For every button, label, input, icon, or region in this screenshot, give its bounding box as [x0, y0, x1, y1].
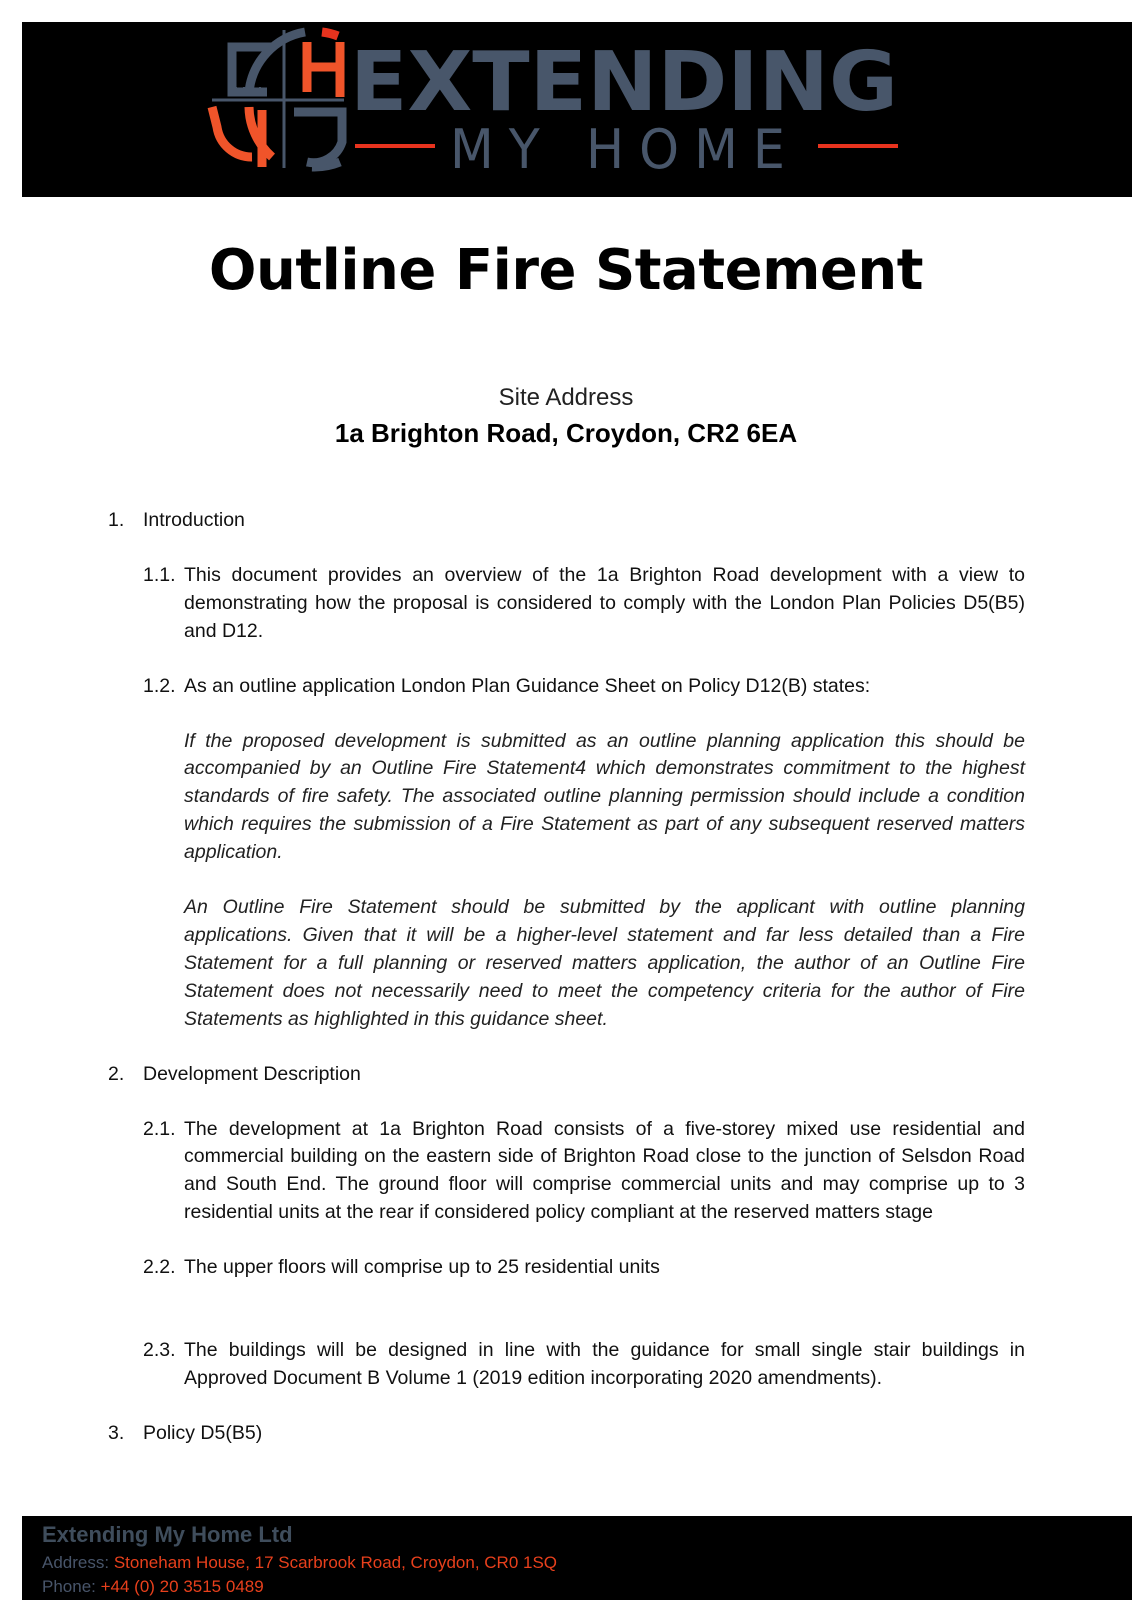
document-body [108, 507, 1025, 1475]
paragraph-number: 1.2. [143, 674, 176, 697]
footer-address [42, 1553, 557, 1573]
paragraph-text: The development at 1a Brighton Road consists of a five-storey mixed use residential and commercial building on the eastern side of Brighton Road close to the junction of Selsdon Road and South End. The ground floor will comprise commercial units and may comprise up to 3 residential units at the rear if considered policy compliant at the reserved matters stage [184, 1117, 1025, 1224]
paragraph-text: The upper floors will comprise up to 25 residential units [184, 1256, 660, 1279]
phone-value: +44 (0) 20 3515 0489 [100, 1577, 264, 1596]
document-title: Outline Fire Statement [208, 238, 924, 303]
quoted-guidance: If the proposed development is submitted as an outline planning application this should be accompanied by an Outline Fire Statement4 which demonstrates commitment to the highest standards of fire safety. The associated outline planning permission should include a condition which requires the submission of a Fire Statement as part of any subsequent reserved matters application. [184, 729, 1025, 864]
section-number: 1. [108, 509, 125, 531]
paragraph-number: 2.1. [143, 1117, 176, 1140]
quoted-guidance: An Outline Fire Statement should be submitted by the applicant with outline planning applications. Given that it will be a higher-level statement and far less detailed than a Fire Statement for a full planning or reserved matters application, the author of an Outline Fire Statement does not necessarily need to meet the competency criteria for the author of Fire Statements as highlighted in this guidance sheet. [184, 896, 1025, 1030]
logo-brand-word: EXTENDING [350, 35, 898, 130]
section-title: Development Description [143, 1062, 361, 1085]
address-label: Address: [42, 1553, 110, 1572]
section-title: Policy D5(B5) [143, 1421, 263, 1444]
paragraph [143, 1337, 1025, 1393]
section-heading [108, 507, 1025, 535]
logo-brand-sub: MY HOME [450, 118, 800, 181]
paragraph [143, 1116, 1025, 1228]
paragraph-number: 2.3. [143, 1339, 176, 1362]
footer-phone [42, 1577, 264, 1597]
footer-company-name: Extending My Home Ltd [42, 1522, 293, 1547]
header-banner [22, 22, 1132, 197]
section-heading [108, 1420, 1025, 1448]
site-address: 1a Brighton Road, Croydon, CR2 6EA [334, 418, 798, 448]
section-title: Introduction [143, 509, 245, 531]
paragraph-text: As an outline application London Plan Guidance Sheet on Policy D12(B) states: [184, 674, 871, 697]
footer-banner [22, 1516, 1132, 1600]
paragraph-text: This document provides an overview of the 1a Brighton Road development with a view to demonstrating how the proposal is considered to comply with the London Plan Policies D5(B5) and D12. [184, 563, 1025, 642]
site-address-label: Site Address [498, 384, 634, 411]
paragraph [143, 1254, 1025, 1282]
section-number: 2. [108, 1062, 125, 1085]
paragraph-number: 1.1. [143, 563, 176, 586]
paragraph-text: The buildings will be designed in line with the guidance for small single stair buildings in Approved Document B Volume 1 (2019 edition incorporating 2020 amendments). [184, 1339, 1025, 1389]
logo-emblem [212, 30, 344, 168]
section-heading [108, 1061, 1025, 1089]
paragraph [143, 562, 1025, 646]
section-number: 3. [108, 1421, 125, 1444]
paragraph-number: 2.2. [143, 1256, 176, 1279]
address-value: Stoneham House, 17 Scarbrook Road, Croydon, CR0 1SQ [113, 1553, 558, 1572]
phone-label: Phone: [42, 1577, 96, 1596]
paragraph [143, 673, 1025, 701]
company-logo [22, 22, 1132, 197]
